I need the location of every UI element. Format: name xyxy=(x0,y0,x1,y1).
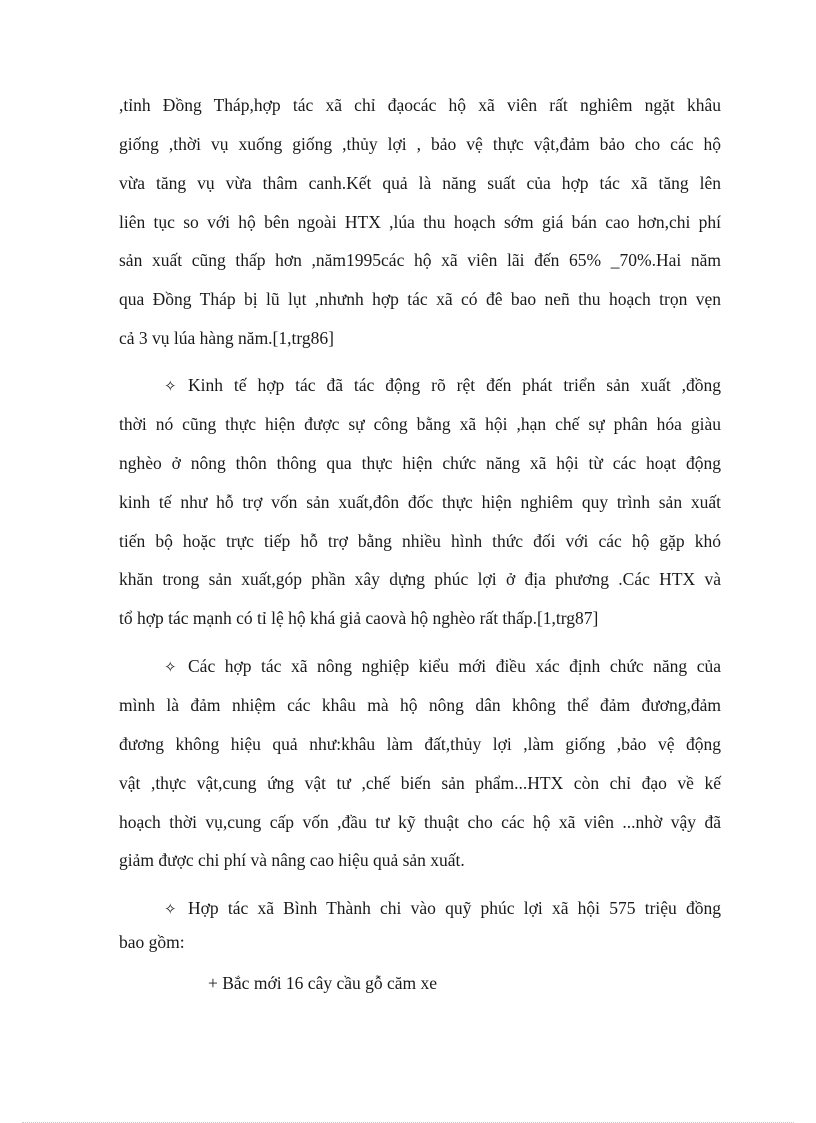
paragraph-2-line-1 xyxy=(164,374,721,397)
paragraph-1-line-6: qua Đồng Tháp bị lũ lụt ,nhưnh hợp tác xã có đê bao neñ thu hoạch trọn vẹn xyxy=(119,289,721,309)
paragraph-4-line-2: bao gồm: xyxy=(119,932,185,952)
paragraph-4-line-1 xyxy=(164,897,721,920)
paragraph-1-line-7: cả 3 vụ lúa hàng năm.[1,trg86] xyxy=(119,328,334,348)
paragraph-2-line-3: nghèo ở nông thôn thông qua thực hiện chức năng xã hội từ các hoạt động xyxy=(119,453,721,473)
paragraph-1-line-5: sản xuất cũng thấp hơn ,năm1995các hộ xã viên lãi đến 65% _70%.Hai năm xyxy=(119,250,721,270)
diamond-outline-icon: ✧ xyxy=(164,900,177,918)
paragraph-1-line-4: liên tục so với hộ bên ngoài HTX ,lúa thu hoạch sớm giá bán cao hơn,chi phí xyxy=(119,212,721,232)
paragraph-2-line-4: kinh tế như hỗ trợ vốn sản xuất,đôn đốc thực hiện nghiêm quy trình sản xuất xyxy=(119,492,721,512)
paragraph-2-line-6: khăn trong sản xuất,góp phần xây dựng phúc lợi ở địa phương .Các HTX và xyxy=(119,569,721,589)
paragraph-1-line-1: ,tỉnh Đồng Tháp,hợp tác xã chỉ đạocác hộ xã viên rất nghiêm ngặt khâu xyxy=(119,95,721,115)
paragraph-3-line-2: mình là đảm nhiệm các khâu mà hộ nông dân không thể đảm đương,đảm xyxy=(119,695,721,715)
paragraph-2-text-1: Kinh tế hợp tác đã tác động rõ rệt đến phát triển sản xuất ,đồng xyxy=(188,375,721,395)
paragraph-2-line-7: tổ hợp tác mạnh có tỉ lệ hộ khá giả caovà hộ nghèo rất thấp.[1,trg87] xyxy=(119,608,599,628)
paragraph-1-line-3: vừa tăng vụ vừa thâm canh.Kết quả là năng suất của hợp tác xã tăng lên xyxy=(119,173,721,193)
paragraph-3-line-4: vật ,thực vật,cung ứng vật tư ,chế biến sản phẩm...HTX còn chỉ đạo về kế xyxy=(119,773,721,793)
paragraph-3-line-3: đương không hiệu quả như:khâu làm đất,thủy lợi ,làm giống ,bảo vệ động xyxy=(119,734,721,754)
paragraph-3-line-5: hoạch thời vụ,cung cấp vốn ,đầu tư kỹ thuật cho các hộ xã viên ...nhờ vậy đã xyxy=(119,812,721,832)
paragraph-1-line-2: giống ,thời vụ xuống giống ,thủy lợi , bảo vệ thực vật,đảm bảo cho các hộ xyxy=(119,134,721,154)
paragraph-3-line-1 xyxy=(164,655,721,678)
paragraph-2-line-5: tiến bộ hoặc trực tiếp hỗ trợ bằng nhiều hình thức đối với các hộ gặp khó xyxy=(119,531,721,551)
diamond-outline-icon: ✧ xyxy=(164,377,177,395)
diamond-outline-icon: ✧ xyxy=(164,658,177,676)
paragraph-3-text-1: Các hợp tác xã nông nghiệp kiểu mới điều xác định chức năng của xyxy=(188,656,721,676)
paragraph-3-line-6: giảm được chi phí và nâng cao hiệu quả sản xuất. xyxy=(119,850,465,870)
paragraph-2-line-2: thời nó cũng thực hiện được sự công bằng xã hội ,hạn chế sự phân hóa giàu xyxy=(119,414,721,434)
sub-item: + Bắc mới 16 cây cầu gỗ căm xe xyxy=(208,973,438,993)
paragraph-4-text-1: Hợp tác xã Bình Thành chi vào quỹ phúc lợi xã hội 575 triệu đồng xyxy=(188,898,721,918)
